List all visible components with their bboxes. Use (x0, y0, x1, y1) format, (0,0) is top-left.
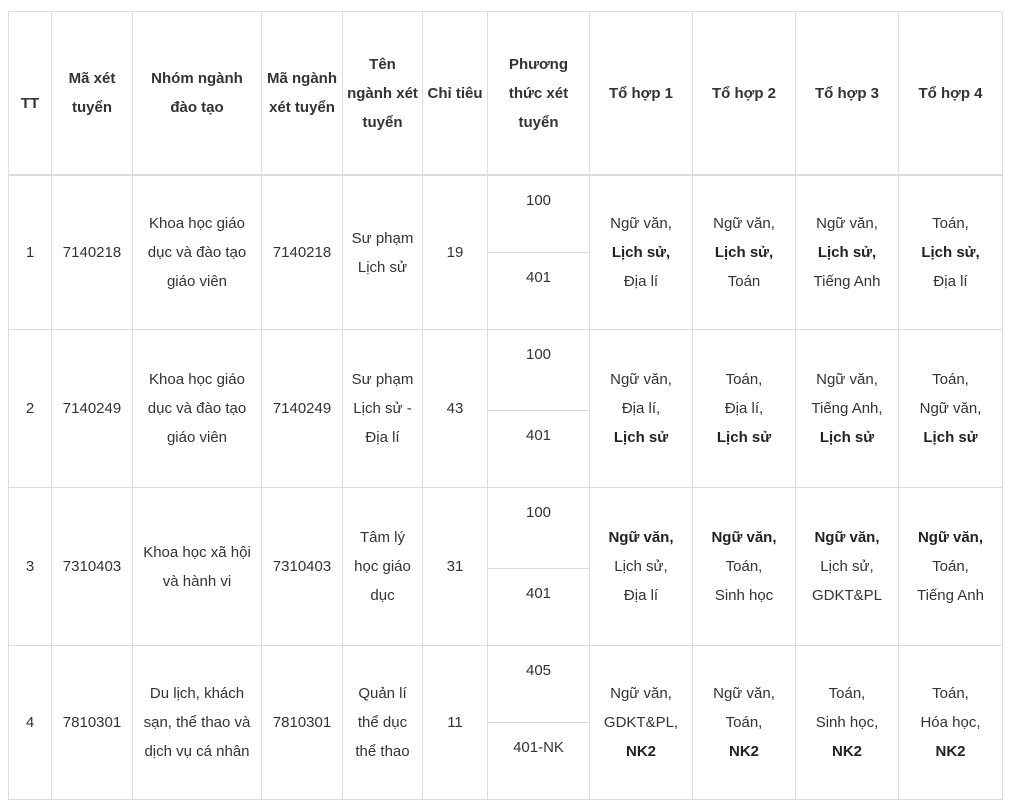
subject: Toán, (725, 371, 763, 388)
cell-combo-2 (693, 646, 796, 800)
header-to-hop-4: Tổ hợp 4 (899, 12, 1003, 176)
cell-chi-tieu: 43 (423, 330, 488, 488)
subject-highlight: Ngữ văn, (917, 529, 984, 546)
table-row (9, 646, 1003, 723)
cell-ma-nganh: 7810301 (262, 646, 343, 800)
subject: Toán, (932, 558, 969, 575)
subject-highlight: Ngữ văn, (814, 529, 880, 546)
subject: Ngữ văn, (713, 685, 775, 702)
subject: Toán, (725, 558, 763, 575)
cell-ma-nganh: 7310403 (262, 488, 343, 646)
cell-combo-3 (796, 646, 899, 800)
cell-ten-nganh: Tâm lý học giáo dục (343, 488, 423, 646)
subject-highlight: Lịch sử, (714, 244, 774, 261)
subject-highlight: NK2 (831, 743, 862, 760)
cell-nhom-nganh: Du lịch, khách sạn, thể thao và dịch vụ cá nhân (133, 646, 262, 800)
header-to-hop-3: Tổ hợp 3 (796, 12, 899, 176)
cell-combo-1 (590, 488, 693, 646)
cell-method: 100 (488, 175, 590, 253)
subject-highlight: Lịch sử (923, 429, 978, 446)
cell-ma-xet-tuyen: 7140218 (52, 175, 133, 330)
admissions-table (8, 11, 1003, 800)
cell-tt: 1 (9, 175, 52, 330)
subject-highlight: Lịch sử, (921, 244, 980, 261)
cell-ma-nganh: 7140218 (262, 175, 343, 330)
cell-combo-3 (796, 488, 899, 646)
subject: Tiếng Anh, (811, 400, 883, 417)
subject: Địa lí, (724, 400, 764, 417)
cell-method: 100 (488, 330, 590, 411)
subject-highlight: Ngữ văn, (711, 529, 777, 546)
subject: Ngữ văn, (713, 215, 775, 232)
cell-tt: 4 (9, 646, 52, 800)
header-chi-tieu: Chỉ tiêu (423, 12, 488, 176)
cell-ten-nganh: Sư phạm Lịch sử (343, 175, 423, 330)
subject-highlight: Lịch sử (716, 429, 772, 446)
cell-combo-2 (693, 488, 796, 646)
subject: Toán (727, 273, 761, 290)
header-ma-nganh: Mã ngành xét tuyển (262, 12, 343, 176)
cell-ten-nganh: Quản lí thể dục thể thao (343, 646, 423, 800)
header-to-hop-2: Tổ hợp 2 (693, 12, 796, 176)
cell-nhom-nganh: Khoa học giáo dục và đào tạo giáo viên (133, 330, 262, 488)
cell-ma-nganh: 7140249 (262, 330, 343, 488)
subject: Tiếng Anh (813, 273, 881, 290)
subject: Ngữ văn, (610, 685, 672, 702)
header-ma-xet-tuyen: Mã xét tuyển (52, 12, 133, 176)
subject: Địa lí (623, 273, 659, 290)
subject: Toán, (725, 714, 763, 731)
table-row (9, 175, 1003, 253)
subject-highlight: Lịch sử (819, 429, 875, 446)
subject: Ngữ văn, (816, 215, 878, 232)
subject: Lịch sử, (614, 558, 668, 575)
subject: Ngữ văn, (610, 215, 672, 232)
subject-highlight: Lịch sử, (611, 244, 671, 261)
cell-tt: 3 (9, 488, 52, 646)
cell-ma-xet-tuyen: 7140249 (52, 330, 133, 488)
cell-combo-1 (590, 175, 693, 330)
cell-combo-4 (899, 330, 1003, 488)
cell-combo-4 (899, 175, 1003, 330)
table-row (9, 488, 1003, 569)
cell-combo-2 (693, 330, 796, 488)
subject: Ngữ văn, (610, 371, 672, 388)
cell-tt: 2 (9, 330, 52, 488)
cell-chi-tieu: 19 (423, 175, 488, 330)
cell-method: 401 (488, 253, 590, 330)
subject: Sinh học, (815, 714, 879, 731)
cell-nhom-nganh: Khoa học xã hội và hành vi (133, 488, 262, 646)
cell-combo-3 (796, 175, 899, 330)
cell-ten-nganh: Sư phạm Lịch sử - Địa lí (343, 330, 423, 488)
cell-chi-tieu: 11 (423, 646, 488, 800)
header-tt: TT (9, 12, 52, 176)
subject: Ngữ văn, (919, 400, 982, 417)
header-nhom-nganh: Nhóm ngành đào tạo (133, 12, 262, 176)
subject-highlight: Lịch sử, (817, 244, 877, 261)
cell-method: 401-NK (488, 723, 590, 800)
subject: Toán, (828, 685, 866, 702)
cell-combo-4 (899, 488, 1003, 646)
cell-ma-xet-tuyen: 7310403 (52, 488, 133, 646)
cell-method: 401 (488, 569, 590, 646)
subject: GDKT&PL, (603, 714, 679, 731)
subject-highlight: Ngữ văn, (608, 529, 674, 546)
header-row (9, 12, 1003, 176)
cell-ma-xet-tuyen: 7810301 (52, 646, 133, 800)
subject: Toán, (932, 215, 969, 232)
subject: Địa lí, (621, 400, 661, 417)
cell-chi-tieu: 31 (423, 488, 488, 646)
header-to-hop-1: Tổ hợp 1 (590, 12, 693, 176)
cell-combo-1 (590, 646, 693, 800)
subject-highlight: NK2 (728, 743, 759, 760)
subject: Ngữ văn, (816, 371, 878, 388)
subject-highlight: NK2 (935, 743, 966, 760)
subject: Hóa học, (920, 714, 981, 731)
cell-method: 405 (488, 646, 590, 723)
cell-combo-1 (590, 330, 693, 488)
header-phuong-thuc: Phương thức xét tuyển (488, 12, 590, 176)
cell-method: 100 (488, 488, 590, 569)
cell-combo-2 (693, 175, 796, 330)
table-row (9, 330, 1003, 411)
cell-method: 401 (488, 411, 590, 488)
subject: Toán, (932, 371, 969, 388)
cell-combo-4 (899, 646, 1003, 800)
subject: GDKT&PL (811, 587, 883, 604)
subject: Lịch sử, (820, 558, 874, 575)
subject: Sinh học (714, 587, 774, 604)
cell-nhom-nganh: Khoa học giáo dục và đào tạo giáo viên (133, 175, 262, 330)
cell-combo-3 (796, 330, 899, 488)
subject-highlight: Lịch sử (613, 429, 669, 446)
subject: Toán, (932, 685, 969, 702)
subject: Địa lí (623, 587, 659, 604)
header-ten-nganh: Tên ngành xét tuyển (343, 12, 423, 176)
subject: Địa lí (933, 273, 968, 290)
subject: Tiếng Anh (917, 587, 984, 604)
subject-highlight: NK2 (625, 743, 656, 760)
